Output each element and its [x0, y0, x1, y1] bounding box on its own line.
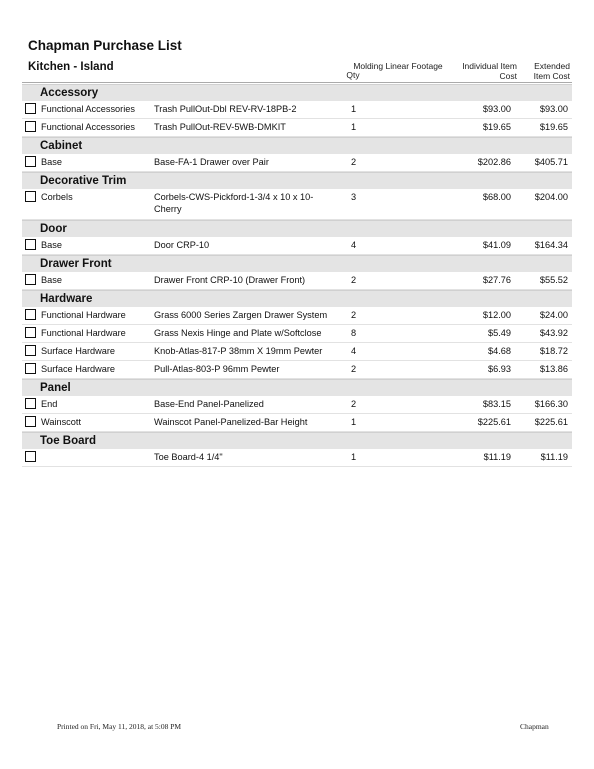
item-subcategory: Corbels — [41, 192, 73, 202]
item-individual-cost: $41.09 — [482, 240, 511, 250]
item-checkbox[interactable] — [25, 191, 36, 202]
item-subcategory: Base — [41, 275, 62, 285]
column-header-molding: Molding Linear Footage — [353, 61, 443, 71]
category-header: Hardware — [22, 290, 572, 307]
item-checkbox[interactable] — [25, 398, 36, 409]
category-header: Door — [22, 220, 572, 237]
line-item-row — [22, 396, 572, 414]
line-item-row — [22, 154, 572, 172]
document-title: Chapman Purchase List — [28, 38, 182, 53]
item-description: Door CRP-10 — [154, 240, 210, 250]
item-individual-cost: $6.93 — [488, 364, 511, 374]
category-header: Toe Board — [22, 432, 572, 449]
category-header: Panel — [22, 379, 572, 396]
item-extended-cost: $93.00 — [539, 104, 568, 114]
item-description: Pull-Atlas-803-P 96mm Pewter — [154, 364, 280, 374]
item-description: Grass 6000 Series Zargen Drawer System — [154, 310, 328, 320]
item-subcategory: Base — [41, 157, 62, 167]
item-qty: 2 — [351, 275, 357, 285]
item-checkbox[interactable] — [25, 274, 36, 285]
category-header: Decorative Trim — [22, 172, 572, 189]
item-individual-cost: $93.00 — [482, 104, 511, 114]
column-header-qty: Qty — [346, 70, 360, 80]
item-subcategory: End — [41, 399, 58, 409]
item-checkbox[interactable] — [25, 156, 36, 167]
item-extended-cost: $19.65 — [539, 122, 568, 132]
item-extended-cost: $18.72 — [539, 346, 568, 356]
line-item-row — [22, 101, 572, 119]
item-extended-cost: $225.61 — [534, 417, 568, 427]
column-header-extended-cost: Extended Item Cost — [533, 61, 570, 81]
item-individual-cost: $11.19 — [483, 452, 511, 462]
line-item-row — [22, 189, 572, 220]
item-description: Knob-Atlas-817-P 38mm X 19mm Pewter — [154, 346, 323, 356]
item-individual-cost: $12.00 — [482, 310, 511, 320]
item-subcategory: Surface Hardware — [41, 364, 116, 374]
item-extended-cost: $24.00 — [539, 310, 568, 320]
item-extended-cost: $405.71 — [534, 157, 568, 167]
item-extended-cost: $164.34 — [534, 240, 568, 250]
item-qty: 2 — [351, 157, 357, 167]
item-subcategory: Functional Accessories — [41, 104, 135, 114]
line-item-row — [22, 343, 572, 361]
item-extended-cost: $204.00 — [534, 192, 568, 202]
line-item-row — [22, 307, 572, 325]
item-extended-cost: $11.19 — [540, 452, 568, 462]
line-item-row — [22, 237, 572, 255]
item-extended-cost: $43.92 — [539, 328, 568, 338]
item-checkbox[interactable] — [25, 239, 36, 250]
line-item-row — [22, 119, 572, 137]
line-item-row — [22, 449, 572, 467]
item-description: Base-End Panel-Panelized — [154, 399, 264, 409]
column-header-individual-cost: Individual Item Cost — [462, 61, 517, 81]
item-qty: 4 — [351, 240, 357, 250]
item-description: Trash PullOut-REV-5WB-DMKIT — [154, 122, 286, 132]
line-item-row — [22, 272, 572, 290]
footer-owner: Chapman — [520, 722, 549, 731]
item-individual-cost: $19.65 — [482, 122, 511, 132]
item-subcategory: Base — [41, 240, 62, 250]
item-qty: 2 — [351, 399, 357, 409]
item-subcategory: Wainscott — [41, 417, 81, 427]
category-header: Drawer Front — [22, 255, 572, 272]
line-item-row — [22, 325, 572, 343]
item-qty: 1 — [351, 104, 357, 114]
item-qty: 1 — [351, 452, 357, 462]
item-extended-cost: $166.30 — [534, 399, 568, 409]
item-checkbox[interactable] — [25, 309, 36, 320]
item-description: Wainscot Panel-Panelized-Bar Height — [154, 417, 308, 427]
room-subtitle: Kitchen - Island — [28, 61, 114, 73]
item-qty: 4 — [351, 346, 357, 356]
item-description: Drawer Front CRP-10 (Drawer Front) — [154, 275, 306, 285]
category-header: Cabinet — [22, 137, 572, 154]
item-qty: 2 — [351, 364, 357, 374]
item-subcategory: Functional Accessories — [41, 122, 135, 132]
item-checkbox[interactable] — [25, 363, 36, 374]
item-individual-cost: $4.68 — [488, 346, 511, 356]
header-divider — [22, 82, 572, 83]
item-subcategory: Surface Hardware — [41, 346, 116, 356]
purchase-list-table — [22, 84, 572, 467]
item-individual-cost: $225.61 — [477, 417, 511, 427]
item-description: Corbels-CWS-Pickford-1-3/4 x 10 x 10-Cherry — [154, 192, 314, 214]
print-timestamp: Printed on Fri, May 11, 2018, at 5:08 PM — [57, 722, 182, 731]
item-checkbox[interactable] — [25, 345, 36, 356]
item-checkbox[interactable] — [25, 121, 36, 132]
item-subcategory: Functional Hardware — [41, 310, 126, 320]
item-qty: 3 — [351, 192, 357, 202]
item-checkbox[interactable] — [25, 103, 36, 114]
item-checkbox[interactable] — [25, 451, 36, 462]
item-individual-cost: $202.86 — [477, 157, 511, 167]
line-item-row — [22, 361, 572, 379]
item-description: Trash PullOut-Dbl REV-RV-18PB-2 — [154, 104, 297, 114]
item-qty: 8 — [351, 328, 357, 338]
item-individual-cost: $68.00 — [482, 192, 511, 202]
item-checkbox[interactable] — [25, 327, 36, 338]
item-description: Toe Board-4 1/4" — [154, 452, 223, 462]
item-extended-cost: $55.52 — [539, 275, 568, 285]
item-subcategory: Functional Hardware — [41, 328, 126, 338]
category-header: Accessory — [22, 84, 572, 101]
line-item-row — [22, 414, 572, 432]
item-individual-cost: $83.15 — [482, 399, 511, 409]
item-extended-cost: $13.86 — [539, 364, 568, 374]
item-qty: 1 — [351, 122, 357, 132]
item-qty: 2 — [351, 310, 357, 320]
item-qty: 1 — [351, 417, 357, 427]
item-individual-cost: $5.49 — [488, 328, 511, 338]
item-individual-cost: $27.76 — [482, 275, 511, 285]
item-checkbox[interactable] — [25, 416, 36, 427]
item-description: Grass Nexis Hinge and Plate w/Softclose — [154, 328, 322, 338]
item-description: Base-FA-1 Drawer over Pair — [154, 157, 269, 167]
